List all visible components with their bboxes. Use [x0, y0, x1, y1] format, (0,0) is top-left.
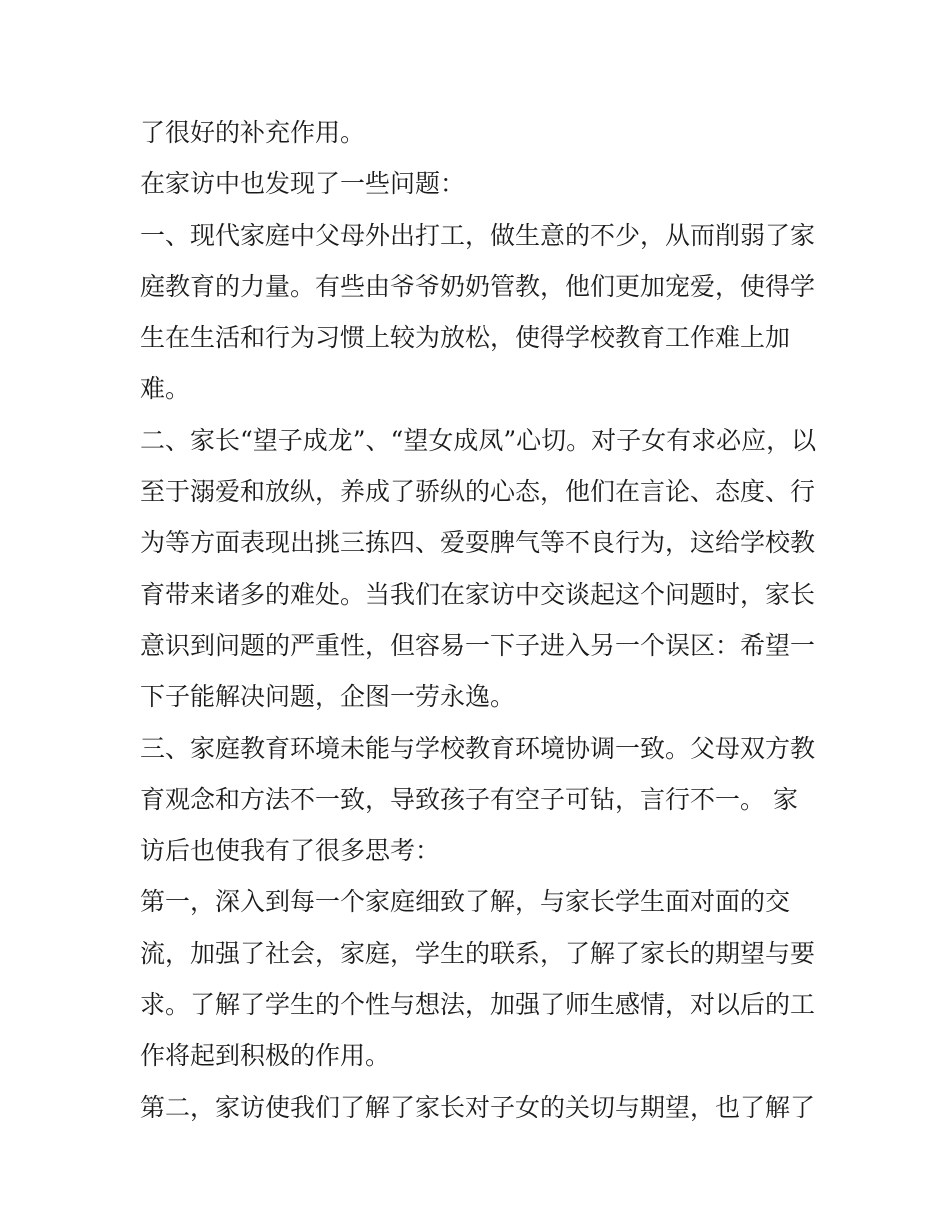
text-line: 育观念和方法不一致，导致孩子有空子可钻，言行不一。 家: [140, 784, 798, 814]
text-line: 育带来诸多的难处。当我们在家访中交谈起这个问题时，家长: [140, 579, 816, 609]
text-line: 在家访中也发现了一些问题：: [140, 169, 466, 199]
text-line: 了很好的补充作用。: [140, 118, 366, 147]
document-body: [140, 107, 820, 1133]
text-line: 下子能解决问题，企图一劳永逸。: [140, 682, 516, 712]
text-line: 作将起到积极的作用。: [140, 1041, 391, 1071]
text-line: 第一，深入到每一个家庭细致了解，与家长学生面对面的交: [140, 887, 791, 917]
text-line: 求。了解了学生的个性与想法，加强了师生感情，对以后的工: [140, 990, 816, 1020]
text-line: 难。: [140, 374, 191, 404]
text-line: 生在生活和行为习惯上较为放松，使得学校教育工作难上加: [140, 323, 791, 353]
text-line: 意识到问题的严重性，但容易一下子进入另一个误区：希望一: [140, 630, 816, 660]
text-line: 至于溺爱和放纵，养成了骄纵的心态，他们在言论、态度、行: [140, 477, 816, 507]
text-line: 一、现代家庭中父母外出打工，做生意的不少，从而削弱了家: [140, 220, 816, 250]
text-line: 访后也使我有了很多思考：: [140, 836, 441, 866]
text-line: 流，加强了社会，家庭，学生的联系，了解了家长的期望与要: [140, 938, 816, 968]
text-line: 三、家庭教育环境未能与学校教育环境协调一致。父母双方教: [140, 733, 816, 763]
text-line: 为等方面表现出挑三拣四、爱耍脾气等不良行为，这给学校教: [140, 528, 816, 558]
text-line: 二、家长“望子成龙”、“望女成凤”心切。对子女有求必应，以: [140, 425, 817, 455]
text-line: 庭教育的力量。有些由爷爷奶奶管教，他们更加宠爱，使得学: [140, 271, 816, 301]
text-line: 第二，家访使我们了解了家长对子女的关切与期望，也了解了: [140, 1092, 816, 1122]
